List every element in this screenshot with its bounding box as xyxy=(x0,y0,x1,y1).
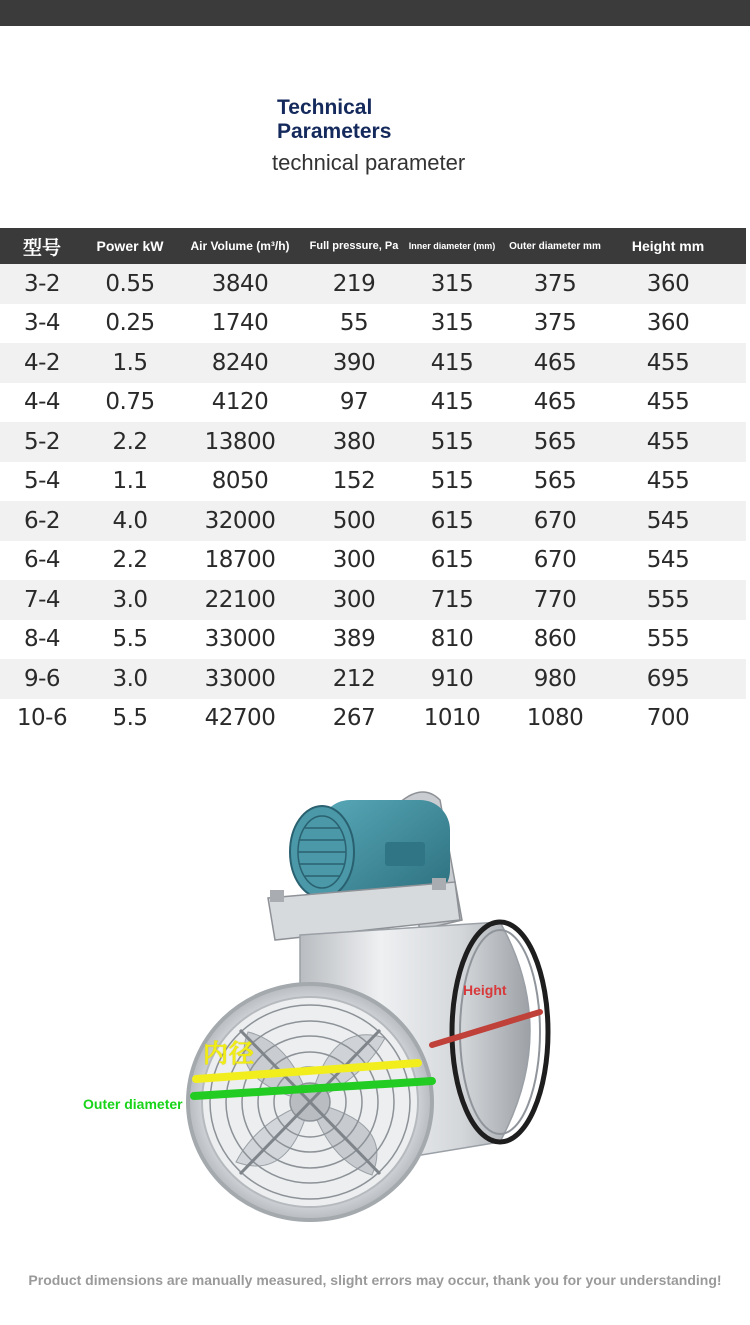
cell-inner-diameter: 810 xyxy=(430,626,474,653)
cell-height: 700 xyxy=(646,705,690,732)
cell-height: 455 xyxy=(646,468,690,495)
cell-outer-diameter: 980 xyxy=(533,665,577,692)
cell-inner-diameter: 515 xyxy=(430,468,474,495)
cell-height: 545 xyxy=(646,547,690,574)
cell-outer-diameter: 465 xyxy=(533,389,577,416)
cell-full-pressure: 152 xyxy=(332,468,376,495)
col-header-inner-diameter: Inner diameter (mm) xyxy=(408,241,496,251)
fan-diagram xyxy=(0,770,750,1240)
cell-power: 0.25 xyxy=(105,310,155,337)
cell-power: 5.5 xyxy=(112,705,148,732)
cell-full-pressure: 300 xyxy=(332,547,376,574)
cell-full-pressure: 300 xyxy=(332,586,376,613)
cell-full-pressure: 500 xyxy=(332,507,376,534)
cell-inner-diameter: 615 xyxy=(430,507,474,534)
cell-full-pressure: 212 xyxy=(332,665,376,692)
top-bar xyxy=(0,0,750,26)
table-row xyxy=(0,501,746,541)
cell-air-volume: 4120 xyxy=(211,389,269,416)
cell-inner-diameter: 1010 xyxy=(423,705,481,732)
cell-outer-diameter: 565 xyxy=(533,468,577,495)
cell-full-pressure: 219 xyxy=(332,270,376,297)
cell-model: 5-2 xyxy=(23,428,61,455)
table-row xyxy=(0,699,746,739)
cell-air-volume: 1740 xyxy=(211,310,269,337)
col-header-outer-diameter: Outer diameter mm xyxy=(509,240,601,252)
cell-air-volume: 18700 xyxy=(204,547,276,574)
cell-outer-diameter: 770 xyxy=(533,586,577,613)
cell-height: 545 xyxy=(646,507,690,534)
col-header-full-pressure: Full pressure, Pa xyxy=(309,240,399,252)
cell-inner-diameter: 415 xyxy=(430,389,474,416)
cell-air-volume: 42700 xyxy=(204,705,276,732)
cell-model: 6-2 xyxy=(23,507,61,534)
cell-outer-diameter: 375 xyxy=(533,270,577,297)
cell-air-volume: 8050 xyxy=(211,468,269,495)
cell-model: 3-2 xyxy=(23,270,61,297)
cell-model: 4-2 xyxy=(23,349,61,376)
cell-power: 0.75 xyxy=(105,389,155,416)
cell-model: 8-4 xyxy=(23,626,61,653)
cell-height: 360 xyxy=(646,310,690,337)
fan-illustration xyxy=(0,770,750,1240)
table-row xyxy=(0,580,746,620)
cell-outer-diameter: 670 xyxy=(533,547,577,574)
cell-model: 4-4 xyxy=(23,389,61,416)
cell-air-volume: 32000 xyxy=(204,507,276,534)
table-row xyxy=(0,304,746,344)
table-row xyxy=(0,343,746,383)
cell-inner-diameter: 315 xyxy=(430,270,474,297)
page-title: Technical Parameters xyxy=(277,96,392,143)
table-row xyxy=(0,620,746,660)
cell-model: 7-4 xyxy=(23,586,61,613)
cell-model: 3-4 xyxy=(23,310,61,337)
cell-model: 5-4 xyxy=(23,468,61,495)
cell-outer-diameter: 375 xyxy=(533,310,577,337)
height-label: Height xyxy=(463,982,507,998)
inner-diameter-label: 内径 xyxy=(203,1039,256,1068)
cell-model: 10-6 xyxy=(16,705,68,732)
table-row xyxy=(0,541,746,581)
cell-full-pressure: 389 xyxy=(332,626,376,653)
cell-full-pressure: 55 xyxy=(339,310,369,337)
cell-power: 5.5 xyxy=(112,626,148,653)
outer-diameter-label: Outer diameter xyxy=(83,1096,183,1112)
cell-outer-diameter: 860 xyxy=(533,626,577,653)
table-row xyxy=(0,462,746,502)
table-body xyxy=(0,264,746,738)
cell-height: 455 xyxy=(646,428,690,455)
cell-air-volume: 33000 xyxy=(204,665,276,692)
cell-height: 455 xyxy=(646,389,690,416)
cell-height: 555 xyxy=(646,586,690,613)
cell-outer-diameter: 670 xyxy=(533,507,577,534)
cell-height: 455 xyxy=(646,349,690,376)
cell-inner-diameter: 615 xyxy=(430,547,474,574)
cell-power: 3.0 xyxy=(112,586,148,613)
cell-outer-diameter: 1080 xyxy=(526,705,584,732)
cell-height: 555 xyxy=(646,626,690,653)
table-row xyxy=(0,383,746,423)
cell-air-volume: 3840 xyxy=(211,270,269,297)
page-subtitle: technical parameter xyxy=(272,150,466,175)
col-header-model: 型号 xyxy=(22,237,61,259)
cell-model: 6-4 xyxy=(23,547,61,574)
cell-inner-diameter: 415 xyxy=(430,349,474,376)
cell-power: 1.1 xyxy=(112,468,148,495)
col-header-air-volume: Air Volume (m³/h) xyxy=(190,239,290,253)
table-header xyxy=(0,228,746,264)
cell-outer-diameter: 465 xyxy=(533,349,577,376)
col-header-height: Height mm xyxy=(631,238,705,254)
cell-air-volume: 33000 xyxy=(204,626,276,653)
cell-inner-diameter: 910 xyxy=(430,665,474,692)
cell-power: 2.2 xyxy=(112,547,148,574)
cell-power: 3.0 xyxy=(112,665,148,692)
cell-air-volume: 13800 xyxy=(204,428,276,455)
footnote: Product dimensions are manually measured, slight errors may occur, thank you for your understanding! xyxy=(28,1272,722,1288)
cell-power: 1.5 xyxy=(112,349,148,376)
cell-inner-diameter: 315 xyxy=(430,310,474,337)
cell-full-pressure: 267 xyxy=(332,705,376,732)
cell-power: 0.55 xyxy=(105,270,155,297)
cell-power: 4.0 xyxy=(112,507,148,534)
col-header-power: Power kW xyxy=(96,238,164,254)
cell-inner-diameter: 515 xyxy=(430,428,474,455)
cell-outer-diameter: 565 xyxy=(533,428,577,455)
cell-full-pressure: 380 xyxy=(332,428,376,455)
cell-full-pressure: 97 xyxy=(339,389,369,416)
cell-height: 695 xyxy=(646,665,690,692)
cell-model: 9-6 xyxy=(23,665,61,692)
table-row xyxy=(0,422,746,462)
cell-height: 360 xyxy=(646,270,690,297)
cell-power: 2.2 xyxy=(112,428,148,455)
cell-air-volume: 22100 xyxy=(204,586,276,613)
spec-table xyxy=(0,228,746,738)
table-row xyxy=(0,264,746,304)
cell-full-pressure: 390 xyxy=(332,349,376,376)
cell-inner-diameter: 715 xyxy=(430,586,474,613)
table-row xyxy=(0,659,746,699)
cell-air-volume: 8240 xyxy=(211,349,269,376)
